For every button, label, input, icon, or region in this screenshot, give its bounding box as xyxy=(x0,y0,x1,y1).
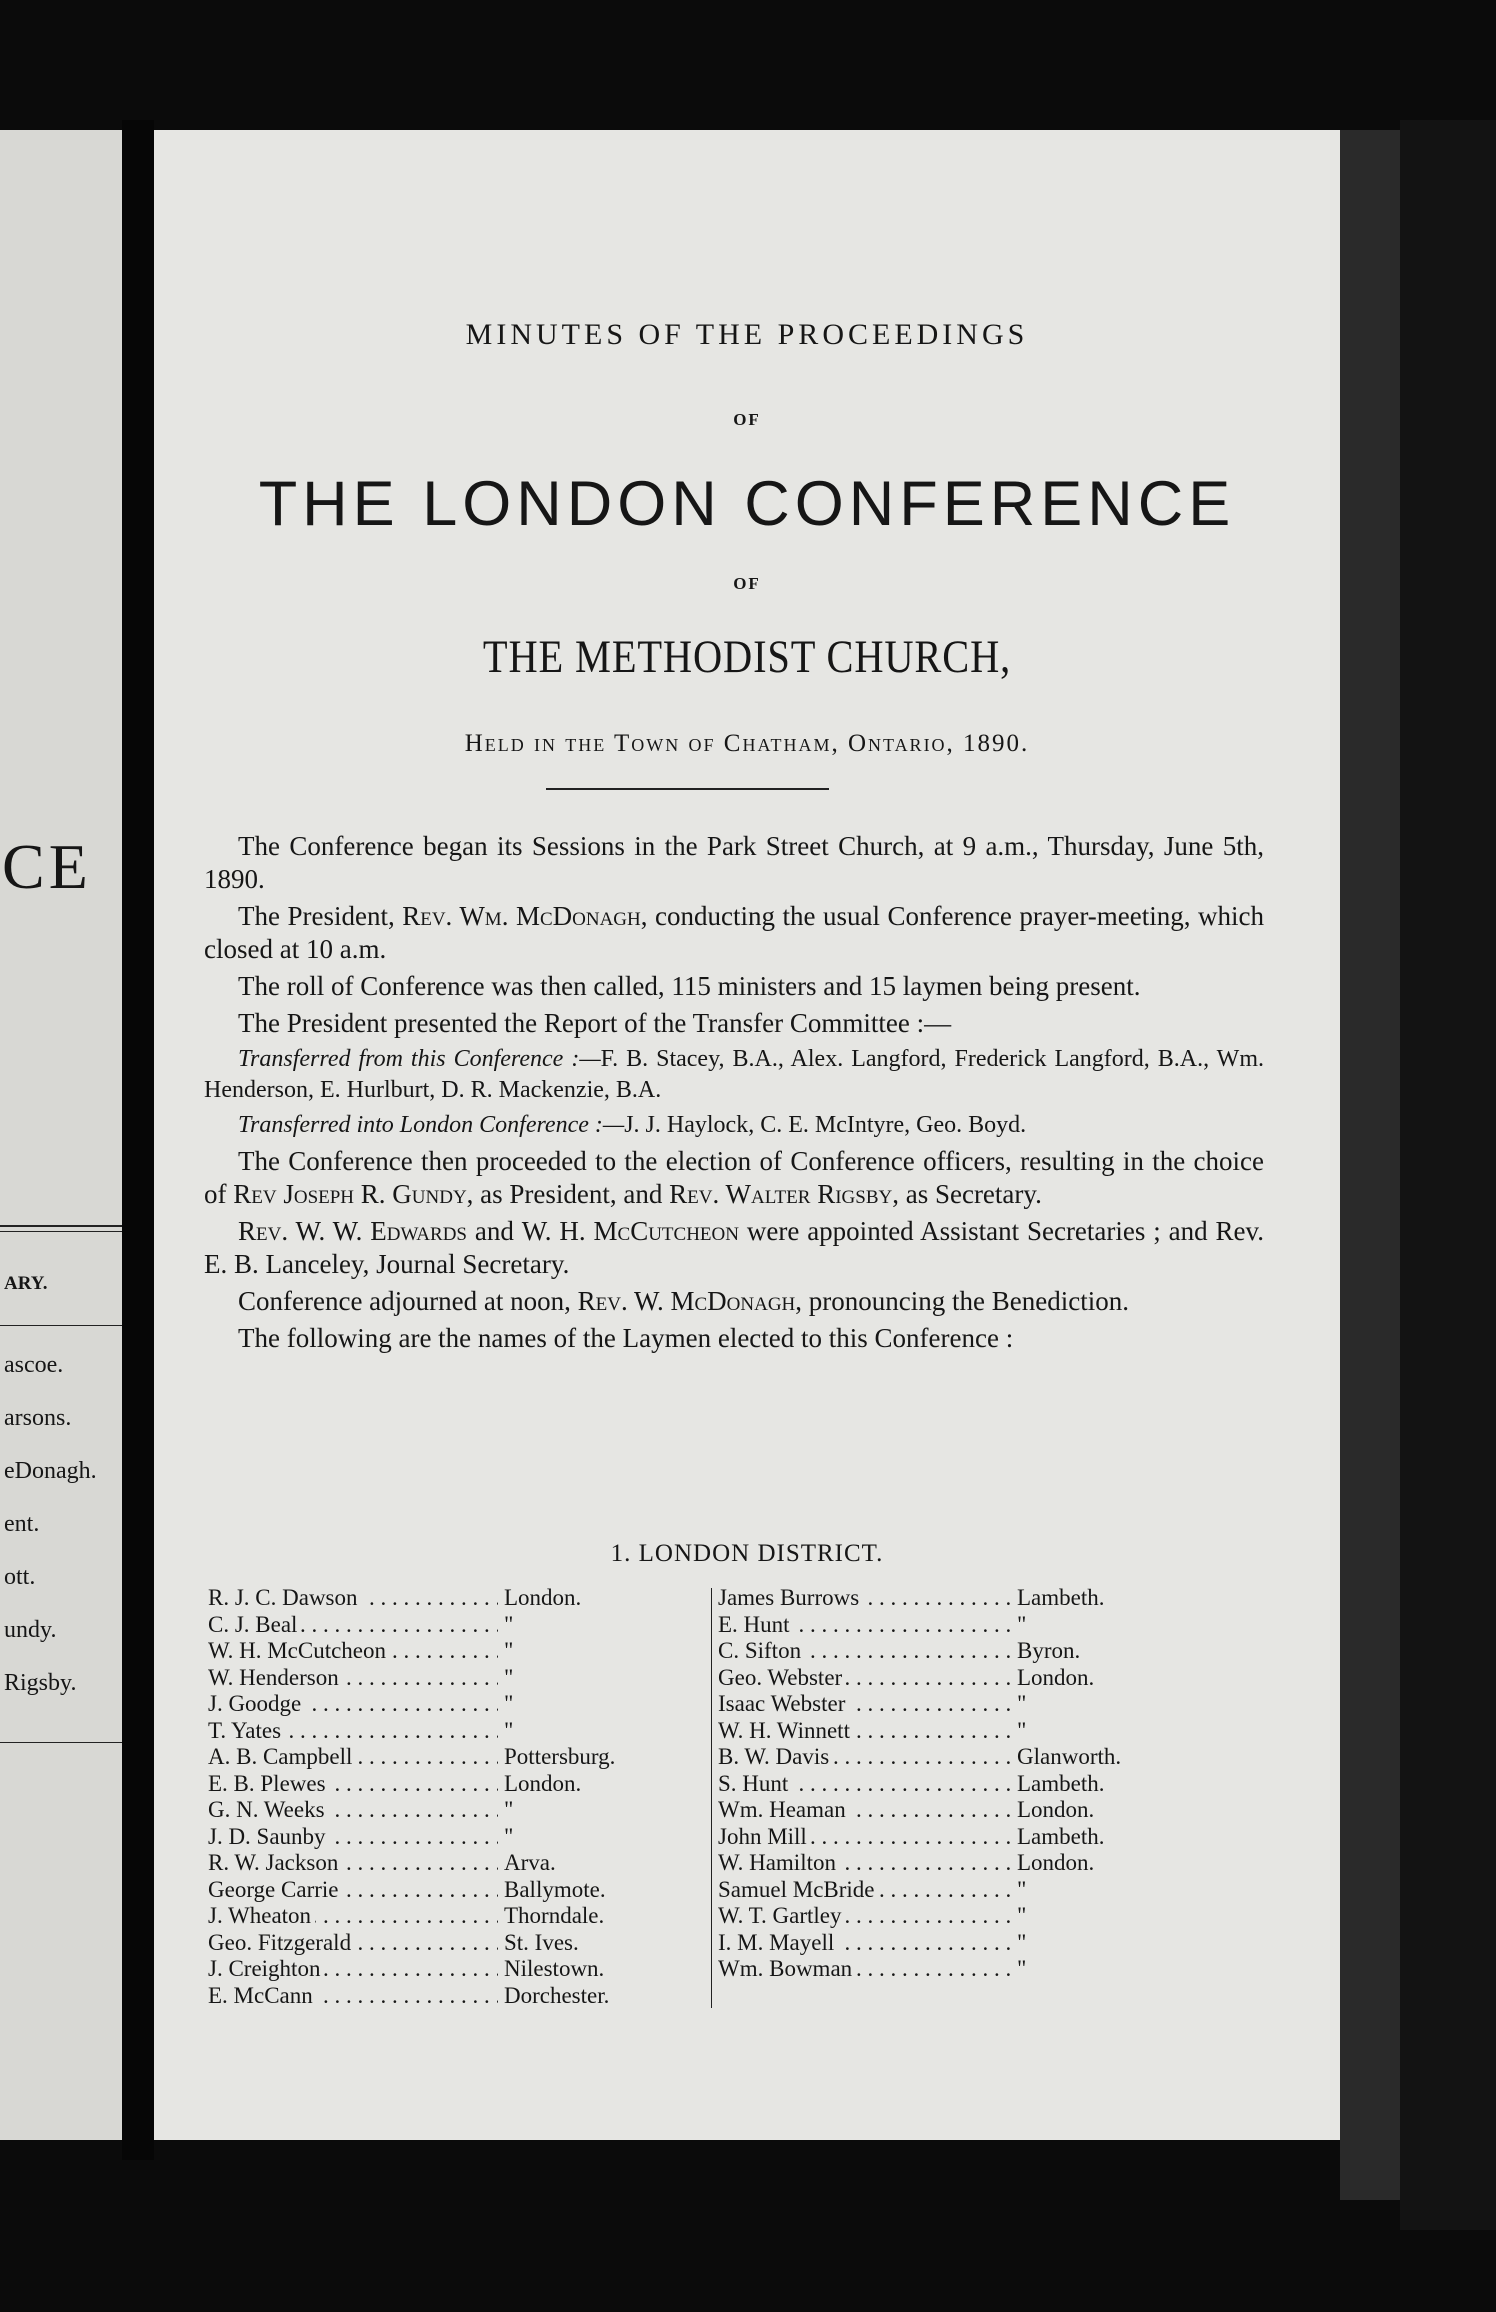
text-run: and xyxy=(467,1216,522,1246)
layman-name: J. D. Saunby xyxy=(208,1824,330,1851)
layman-place: " xyxy=(504,1823,514,1849)
facing-page-text: ent. xyxy=(4,1511,40,1537)
layman-place: Dorchester. xyxy=(504,1982,610,2008)
layman-name: W. Henderson xyxy=(208,1665,343,1692)
layman-row xyxy=(208,1850,698,1877)
layman-row xyxy=(208,1877,698,1904)
layman-place: " xyxy=(504,1664,514,1690)
layman-name: C. J. Beal xyxy=(208,1612,301,1639)
layman-place: Nilestown. xyxy=(504,1956,605,1981)
italic-run: Transferred into London Conference :— xyxy=(238,1112,625,1138)
layman-row xyxy=(718,1956,1238,1983)
layman-name: C. Sifton xyxy=(718,1638,805,1665)
layman-name: B. W. Davis xyxy=(718,1744,833,1771)
facing-page-text: eDonagh. xyxy=(4,1458,97,1484)
layman-name: J. Wheaton xyxy=(208,1903,315,1930)
layman-row xyxy=(208,1744,698,1771)
facing-page-text: undy. xyxy=(4,1617,57,1643)
paragraph-election xyxy=(204,1145,1264,1211)
layman-row xyxy=(208,1771,698,1798)
layman-name: Geo. Fitzgerald xyxy=(208,1930,355,1957)
facing-page-rule xyxy=(0,1325,122,1326)
layman-name: T. Yates xyxy=(208,1718,285,1745)
layman-place: Pottersburg. xyxy=(504,1744,616,1769)
layman-row xyxy=(718,1850,1238,1877)
heading-rule xyxy=(546,788,829,790)
layman-row xyxy=(208,1638,698,1665)
paragraph-president xyxy=(204,900,1264,966)
document-page xyxy=(154,130,1340,2140)
text-run: pronouncing the Benediction. xyxy=(802,1286,1129,1316)
layman-place: Lambeth. xyxy=(1017,1823,1105,1849)
laymen-list-right xyxy=(718,1585,1238,1983)
layman-name: Wm. Heaman xyxy=(718,1797,850,1824)
layman-row xyxy=(718,1824,1238,1851)
layman-name: I. M. Mayell xyxy=(718,1930,838,1957)
book-cover-edge xyxy=(1400,120,1496,2230)
text-run: The Conference then proceeded to the election of Conference officers, resulting in the choice of xyxy=(204,1146,1264,1209)
layman-row xyxy=(718,1612,1238,1639)
layman-place: Arva. xyxy=(504,1850,556,1875)
page-kicker: MINUTES OF THE PROCEEDINGS xyxy=(465,318,1029,351)
layman-row xyxy=(208,1585,698,1612)
layman-place: " xyxy=(1017,1611,1027,1637)
layman-place: " xyxy=(504,1691,514,1716)
layman-row xyxy=(208,1718,698,1745)
layman-place: Byron. xyxy=(1017,1638,1081,1663)
layman-place: " xyxy=(1017,1717,1027,1743)
layman-name: R. W. Jackson xyxy=(208,1850,342,1877)
layman-row xyxy=(208,1612,698,1639)
layman-place: " xyxy=(1017,1876,1027,1902)
name-run: Rev. W. McDonagh, xyxy=(577,1286,803,1316)
layman-name: W. Hamilton xyxy=(718,1850,840,1877)
layman-name: John Mill xyxy=(718,1824,811,1851)
layman-place: Thorndale. xyxy=(504,1903,605,1928)
name-run: Rev Joseph R. Gundy, xyxy=(233,1179,474,1209)
layman-name: J. Creighton xyxy=(208,1956,324,1983)
layman-row xyxy=(208,1903,698,1930)
name-run: W. H. McCutcheon xyxy=(521,1216,739,1246)
layman-place: " xyxy=(1017,1691,1027,1716)
page-title: THE LONDON CONFERENCE xyxy=(258,469,1236,539)
layman-place: London. xyxy=(1017,1850,1095,1875)
layman-name: A. B. Campbell xyxy=(208,1744,356,1771)
layman-place: " xyxy=(1017,1903,1027,1928)
facing-page-text: ascoe. xyxy=(4,1352,64,1378)
layman-name: Isaac Webster xyxy=(718,1691,849,1718)
italic-run: Transferred from this Conference :— xyxy=(238,1046,601,1072)
layman-row xyxy=(208,1956,698,1983)
column-divider xyxy=(711,1588,712,2008)
book-gutter xyxy=(122,120,154,2160)
layman-row xyxy=(718,1744,1238,1771)
layman-name: W. H. Winnett xyxy=(718,1718,854,1745)
layman-place: " xyxy=(504,1797,514,1822)
text-run: The President, xyxy=(238,901,403,931)
layman-place: " xyxy=(504,1638,514,1663)
name-run: Rev. Walter Rigsby, xyxy=(669,1179,899,1209)
layman-row xyxy=(718,1797,1238,1824)
layman-row xyxy=(718,1585,1238,1612)
layman-row xyxy=(208,1691,698,1718)
facing-page-rule xyxy=(0,1742,122,1743)
layman-place: " xyxy=(504,1611,514,1637)
facing-page-text: ARY. xyxy=(4,1273,48,1294)
facing-page-text: Rigsby. xyxy=(4,1670,77,1696)
layman-row xyxy=(718,1771,1238,1798)
facing-page-text: arsons. xyxy=(4,1405,72,1431)
facing-page-fragment xyxy=(0,130,122,2140)
layman-row xyxy=(718,1691,1238,1718)
layman-row xyxy=(718,1665,1238,1692)
layman-place: Ballymote. xyxy=(504,1876,606,1902)
layman-place: Lambeth. xyxy=(1017,1585,1105,1610)
layman-place: London. xyxy=(504,1770,582,1796)
name-run: Rev. W. W. Edwards xyxy=(238,1216,467,1246)
facing-page-text: ott. xyxy=(4,1564,36,1590)
layman-place: Lambeth. xyxy=(1017,1770,1105,1796)
layman-name: George Carrie xyxy=(208,1877,343,1904)
layman-place: London. xyxy=(1017,1664,1095,1690)
layman-name: W. T. Gartley xyxy=(718,1903,846,1930)
facing-page-rule xyxy=(0,1225,122,1227)
layman-row xyxy=(718,1877,1238,1904)
facing-page-title-fragment: CE xyxy=(2,831,92,902)
layman-place: St. Ives. xyxy=(504,1929,579,1955)
layman-row xyxy=(718,1903,1238,1930)
text-run: as Secretary. xyxy=(898,1179,1042,1209)
layman-row xyxy=(208,1665,698,1692)
layman-row xyxy=(718,1638,1238,1665)
paragraph-transferred-from xyxy=(204,1044,1264,1106)
minutes-body xyxy=(204,830,1264,1359)
paragraph-transferred-into xyxy=(204,1110,1264,1141)
text-run: Conference adjourned at noon, xyxy=(238,1286,578,1316)
layman-name: W. H. McCutcheon xyxy=(208,1638,390,1665)
connector-of: OF xyxy=(733,574,761,593)
layman-name: E. Hunt xyxy=(718,1612,794,1639)
layman-name: E. McCann xyxy=(208,1983,317,2010)
paragraph-adjourned xyxy=(204,1285,1264,1318)
paragraph-secretaries xyxy=(204,1215,1264,1281)
paragraph-roll: The roll of Conference was then called, 115 ministers and 15 laymen being present. xyxy=(238,971,1141,1001)
text-run: F. B. Stacey, B.A., Alex. Langford, Frederick Langford, B.A., Wm. Henderson, E. Hurlburt, D. R. Mackenzie, B.A. xyxy=(204,1046,1264,1103)
connector-of: OF xyxy=(733,410,761,429)
page-edge xyxy=(1340,130,1400,2200)
paragraph-laymen-intro: The following are the names of the Laymen elected to this Conference : xyxy=(238,1323,1014,1353)
layman-place: " xyxy=(1017,1929,1027,1955)
text-run: were appointed Assistant Secretaries ; and Rev. E. B. Lanceley, Journal Secretary. xyxy=(204,1216,1264,1279)
layman-row xyxy=(718,1718,1238,1745)
laymen-list-left xyxy=(208,1585,698,2009)
layman-place: London. xyxy=(1017,1797,1095,1822)
layman-row xyxy=(718,1930,1238,1957)
layman-name: Samuel McBride xyxy=(718,1877,879,1904)
facing-page-rule xyxy=(0,1231,122,1232)
layman-place: London. xyxy=(504,1585,582,1610)
layman-name: J. Goodge xyxy=(208,1691,305,1718)
layman-name: James Burrows xyxy=(718,1585,863,1612)
held-line: Held in the Town of Chatham, Ontario, 1890. xyxy=(464,730,1030,757)
layman-name: R. J. C. Dawson xyxy=(208,1585,362,1612)
layman-row xyxy=(208,1797,698,1824)
text-run: J. J. Haylock, C. E. McIntyre, Geo. Boyd. xyxy=(624,1112,1027,1138)
layman-place: Glanworth. xyxy=(1017,1744,1122,1769)
layman-name: G. N. Weeks xyxy=(208,1797,329,1824)
name-run: Rev. Wm. McDonagh, xyxy=(402,901,648,931)
church-title: THE METHODIST CHURCH, xyxy=(482,631,1012,683)
district-heading: 1. LONDON DISTRICT. xyxy=(610,1540,884,1567)
layman-name: S. Hunt xyxy=(718,1771,792,1798)
layman-place: " xyxy=(504,1717,514,1743)
layman-name: Wm. Bowman xyxy=(718,1956,856,1983)
layman-name: Geo. Webster xyxy=(718,1665,846,1692)
text-run: conducting the usual Conference prayer-meeting, which closed at 10 a.m. xyxy=(204,901,1265,964)
layman-name: E. B. Plewes xyxy=(208,1771,330,1798)
layman-row xyxy=(208,1983,698,2010)
text-run: as President, and xyxy=(473,1179,670,1209)
layman-row xyxy=(208,1824,698,1851)
paragraph-sessions: The Conference began its Sessions in the Park Street Church, at 9 a.m., Thursday, June 5th, 1890. xyxy=(204,831,1264,894)
layman-row xyxy=(208,1930,698,1957)
paragraph-report: The President presented the Report of the Transfer Committee :— xyxy=(238,1008,952,1038)
layman-place: " xyxy=(1017,1956,1027,1981)
